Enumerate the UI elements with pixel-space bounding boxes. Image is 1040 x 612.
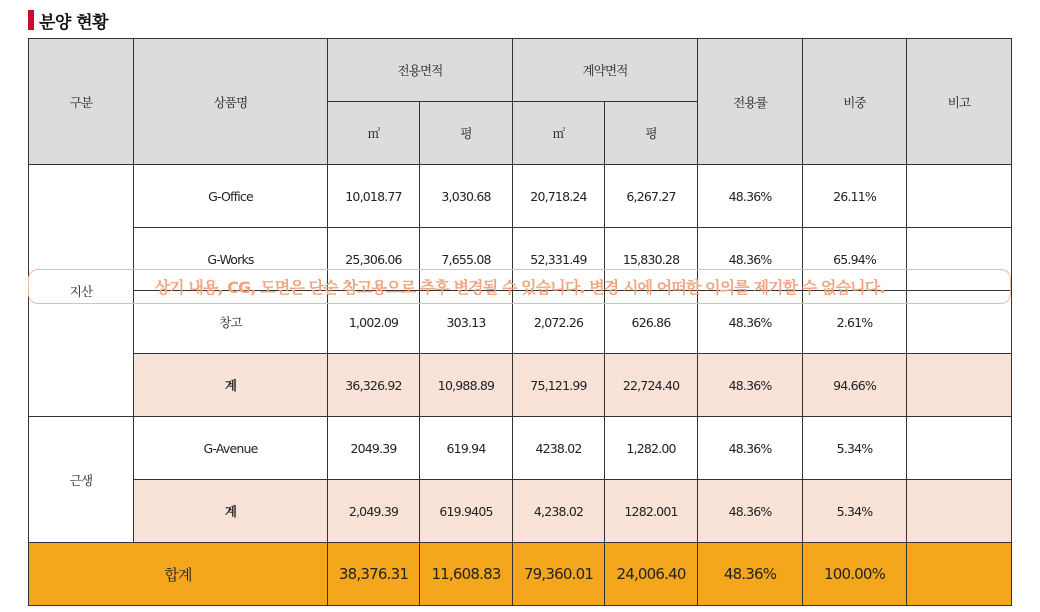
- ex-pyeong-cell: 619.94: [420, 417, 513, 480]
- header-ex-pyeong: 평: [420, 102, 513, 165]
- header-category: 구분: [29, 39, 134, 165]
- title-accent-bar: [28, 10, 34, 30]
- share-cell: 5.34%: [803, 480, 907, 543]
- ex-sqm-cell: 1,002.09: [328, 291, 420, 354]
- total-share: 100.00%: [803, 543, 907, 606]
- ratio-cell: 48.36%: [698, 480, 803, 543]
- ratio-cell: 48.36%: [698, 354, 803, 417]
- ct-sqm-cell: 20,718.24: [513, 165, 605, 228]
- table-row: [29, 165, 1012, 228]
- ct-sqm-cell: 2,072.26: [513, 291, 605, 354]
- header-ct-sqm: ㎡: [513, 102, 605, 165]
- section-title: [28, 8, 108, 32]
- ex-pyeong-cell: 10,988.89: [420, 354, 513, 417]
- subtotal-label: 계: [134, 354, 328, 417]
- remarks-cell: [907, 480, 1012, 543]
- ct-sqm-cell: 75,121.99: [513, 354, 605, 417]
- share-cell: 94.66%: [803, 354, 907, 417]
- share-cell: 5.34%: [803, 417, 907, 480]
- ex-sqm-cell: 10,018.77: [328, 165, 420, 228]
- total-remarks: [907, 543, 1012, 606]
- ratio-cell: 48.36%: [698, 417, 803, 480]
- disclaimer-notice: 상기 내용, CG, 도면은 단순 참고용으로 추후 변경될 수 있습니다. 변경 시에 어떠한 이의를 제기할 수 없습니다.: [28, 269, 1011, 304]
- ex-pyeong-cell: 3,030.68: [420, 165, 513, 228]
- subtotal-row: [29, 480, 1012, 543]
- header-share: 비중: [803, 39, 907, 165]
- ct-pyeong-cell: 15,830.28: [605, 228, 698, 291]
- total-label: 합계: [29, 543, 328, 606]
- ct-pyeong-cell: 22,724.40: [605, 354, 698, 417]
- header-exclusive-ratio: 전용률: [698, 39, 803, 165]
- remarks-cell: [907, 417, 1012, 480]
- subtotal-label: 계: [134, 480, 328, 543]
- ct-sqm-cell: 4238.02: [513, 417, 605, 480]
- page-title: 분양 현황: [39, 12, 109, 33]
- ratio-cell: 48.36%: [698, 291, 803, 354]
- ct-pyeong-cell: 1,282.00: [605, 417, 698, 480]
- total-ratio: 48.36%: [698, 543, 803, 606]
- ex-sqm-cell: 2049.39: [328, 417, 420, 480]
- ratio-cell: 48.36%: [698, 228, 803, 291]
- category-cell: 근생: [29, 417, 134, 543]
- subtotal-row: [29, 354, 1012, 417]
- ex-sqm-cell: 25,306.06: [328, 228, 420, 291]
- ex-sqm-cell: 2,049.39: [328, 480, 420, 543]
- header-ex-sqm: ㎡: [328, 102, 420, 165]
- product-cell: G-Office: [134, 165, 328, 228]
- total-ex-pyeong: 11,608.83: [420, 543, 513, 606]
- sales-status-table: [28, 38, 1012, 606]
- header-ct-pyeong: 평: [605, 102, 698, 165]
- remarks-cell: [907, 165, 1012, 228]
- ratio-cell: 48.36%: [698, 165, 803, 228]
- category-cell: 지산: [29, 165, 134, 417]
- ct-pyeong-cell: 626.86: [605, 291, 698, 354]
- header-remarks: 비고: [907, 39, 1012, 165]
- ct-pyeong-cell: 6,267.27: [605, 165, 698, 228]
- share-cell: 65.94%: [803, 228, 907, 291]
- table-row: [29, 417, 1012, 480]
- product-cell: G-Avenue: [134, 417, 328, 480]
- share-cell: 2.61%: [803, 291, 907, 354]
- ct-pyeong-cell: 1282.001: [605, 480, 698, 543]
- total-ex-sqm: 38,376.31: [328, 543, 420, 606]
- header-product: 상품명: [134, 39, 328, 165]
- share-cell: 26.11%: [803, 165, 907, 228]
- ex-pyeong-cell: 303.13: [420, 291, 513, 354]
- ex-pyeong-cell: 7,655.08: [420, 228, 513, 291]
- header-exclusive-area: 전용면적: [328, 39, 513, 102]
- ct-sqm-cell: 4,238.02: [513, 480, 605, 543]
- remarks-cell: [907, 354, 1012, 417]
- total-ct-pyeong: 24,006.40: [605, 543, 698, 606]
- product-cell: 창고: [134, 291, 328, 354]
- ex-pyeong-cell: 619.9405: [420, 480, 513, 543]
- header-contract-area: 계약면적: [513, 39, 698, 102]
- product-cell: G-Works: [134, 228, 328, 291]
- ct-sqm-cell: 52,331.49: [513, 228, 605, 291]
- total-ct-sqm: 79,360.01: [513, 543, 605, 606]
- total-row: [29, 543, 1012, 606]
- ex-sqm-cell: 36,326.92: [328, 354, 420, 417]
